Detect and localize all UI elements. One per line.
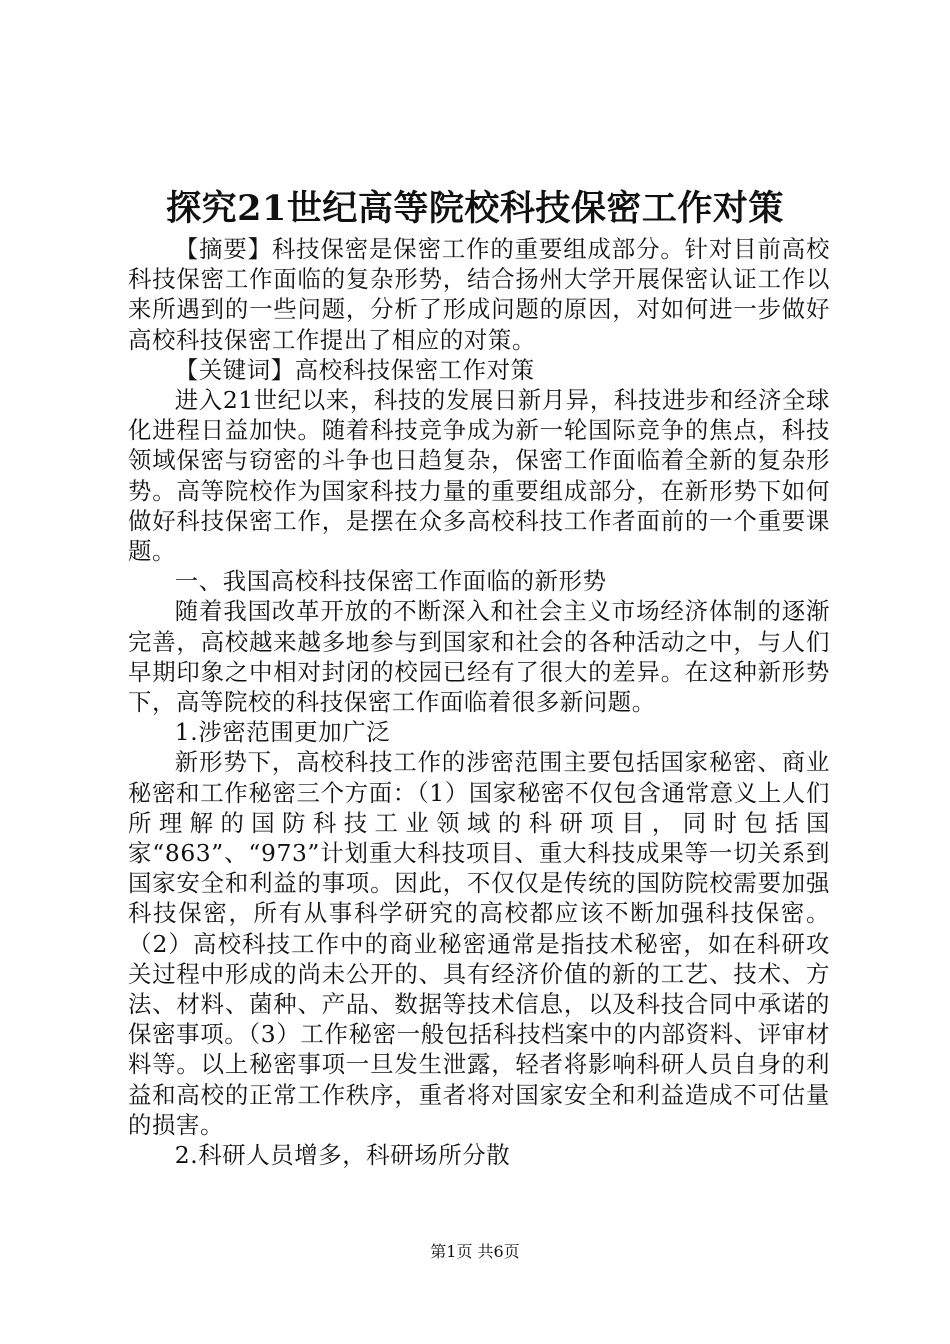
intro-paragraph: 进入21世纪以来，科技的发展日新月异，科技进步和经济全球化进程日益加快。随着科技竞争成为新一轮国际竞争的焦点，科技领域保密与窃密的斗争也日趋复杂，保密工作面临着全新的复杂形势。高等院校作为国家科技力量的重要组成部分，在新形势下如何做好科技保密工作，是摆在众多高校科技工作者面前的一个重要课题。 xyxy=(128,386,830,566)
subsection-1-paragraph: 新形势下，高校科技工作的涉密范围主要包括国家秘密、商业秘密和工作秘密三个方面：（1）国家秘密不仅包含通常意义上人们所理解的国防科技工业领域的科研项目，同时包括国家“863”、“973”计划重大科技项目、重大科技成果等一切关系到国家安全和利益的事项。因此，不仅仅是传统的国防院校需要加强科技保密，所有从事科学研究的高校都应该不断加强科技保密。（2）高校科技工作中的商业秘密通常是指技术秘密，如在科研攻关过程中形成的尚未公开的、具有经济价值的新的工艺、技术、方法、材料、菌种、产品、数据等技术信息，以及科技合同中承诺的保密事项。（3）工作秘密一般包括科技档案中的内部资料、评审材料等。以上秘密事项一旦发生泄露，轻者将影响科研人员自身的利益和高校的正常工作秩序，重者将对国家安全和利益造成不可估量的损害。 xyxy=(128,748,830,1139)
document-body xyxy=(128,234,830,1170)
subheading-1: 1.涉密范围更加广泛 xyxy=(174,718,391,747)
page-number-footer: 第1页 共6页 xyxy=(430,1242,520,1261)
abstract-paragraph: 【摘要】科技保密是保密工作的重要组成部分。针对目前高校科技保密工作面临的复杂形势，结合扬州大学开展保密认证工作以来所遇到的一些问题，分析了形成问题的原因，对如何进一步做好高校科技保密工作提出了相应的对策。 xyxy=(128,235,830,354)
section-1-paragraph: 随着我国改革开放的不断深入和社会主义市场经济体制的逐渐完善，高校越来越多地参与到国家和社会的各种活动之中，与人们早期印象之中相对封闭的校园已经有了很大的差异。在这种新形势下，高等院校的科技保密工作面临着很多新问题。 xyxy=(128,597,830,717)
keywords-paragraph: 【关键词】高校科技保密工作对策 xyxy=(174,355,535,384)
subheading-2: 2.科研人员增多，科研场所分散 xyxy=(174,1141,511,1170)
document-title: 探究21世纪高等院校科技保密工作对策 xyxy=(166,188,784,229)
section-heading-1: 一、我国高校科技保密工作面临的新形势 xyxy=(174,567,607,596)
